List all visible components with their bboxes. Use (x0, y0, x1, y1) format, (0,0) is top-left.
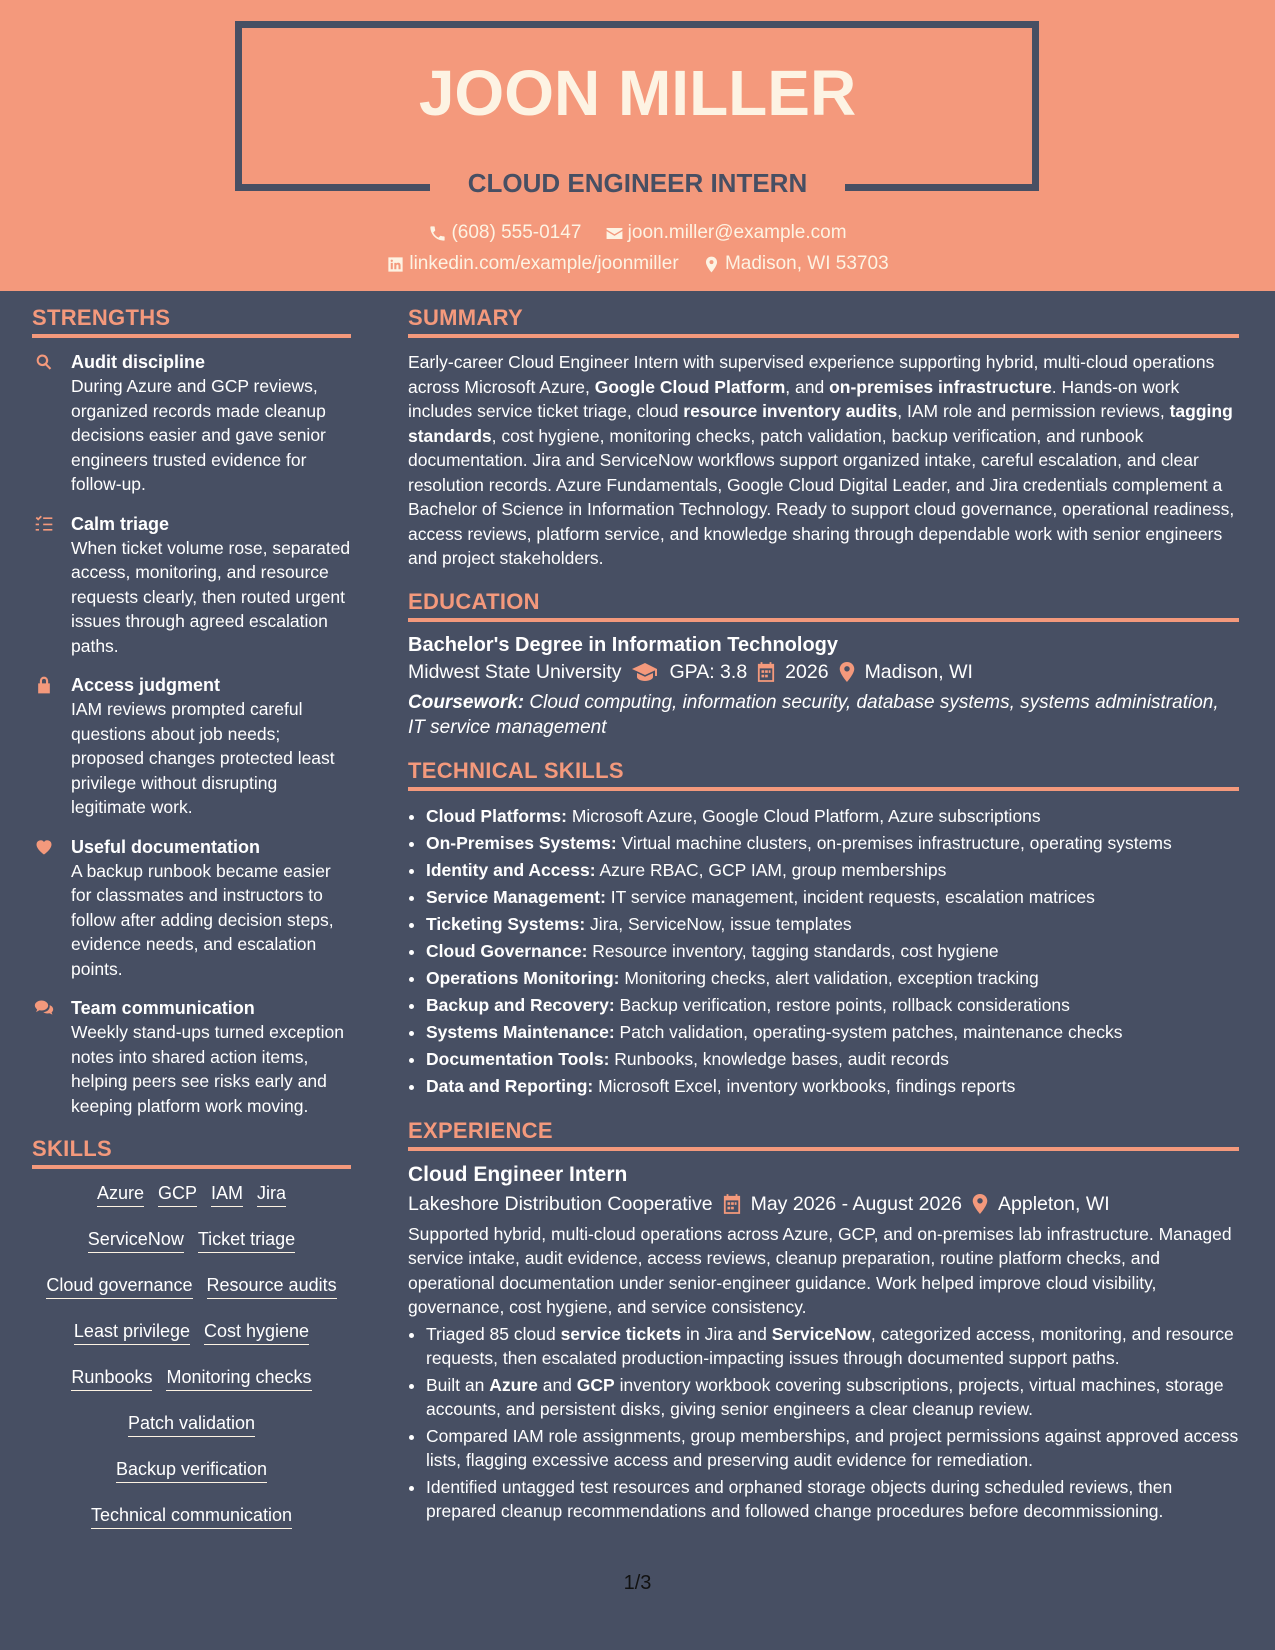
page-number: 1/3 (623, 1572, 652, 1594)
strength-desc: A backup runbook became easier for classmates and instructors to follow after adding decision steps, evidence needs, and escalation points. (71, 860, 334, 979)
map-pin-icon (839, 662, 855, 682)
summary-heading: SUMMARY (408, 305, 1239, 338)
graduation-year: 2026 (785, 660, 829, 683)
search-icon (34, 352, 54, 372)
strength-desc: IAM reviews prompted careful questions about job needs; proposed changes protected least privilege without disrupting legitimate work. (71, 699, 335, 817)
education-heading: EDUCATION (408, 589, 1239, 622)
right-column (408, 305, 1239, 1526)
strength-title: Access judgment (71, 675, 221, 695)
strength-title: Audit discipline (71, 352, 206, 372)
phone-icon (428, 224, 447, 243)
experience-heading: EXPERIENCE (408, 1118, 1239, 1151)
skill-tag: Ticket triage (198, 1227, 295, 1253)
strength-desc: When ticket volume rose, separated access, monitoring, and resource requests clearly, then routed urgent issues through agreed escalation paths. (71, 537, 351, 656)
skill-tag: Least privilege (74, 1319, 190, 1345)
job-bullet: • Identified untagged test resources and orphaned storage objects during scheduled reviews, then prepared cleanup recommendations and followed change procedures before decommissioning. (426, 1475, 1239, 1524)
lock-icon (34, 675, 54, 695)
list-check-icon (34, 514, 54, 534)
skill-tag-row (32, 1273, 351, 1299)
skill-tag: Cloud governance (46, 1273, 192, 1299)
job-bullet: • Built an Azure and GCP inventory workbook covering subscriptions, projects, virtual machines, storage accounts, and persistent disks, giving senior engineers a clear cleanup review. (426, 1373, 1239, 1422)
contact-line-1 (0, 222, 1275, 249)
summary-text: Early-career Cloud Engineer Intern with supervised experience supporting hybrid, multi-cloud operations across Microsoft Azure, Google Cloud Platform, and on-premises infrastructure. Hands-on work includes service ticket triage, cloud resource inventory audits, IAM role and permission reviews, tagging standards, cost hygiene, monitoring checks, patch validation, backup verification, and runbook documentation. Jira and ServiceNow workflows support organized intake, careful escalation, and clear resolution records. Azure Fundamentals, Google Cloud Digital Leader, and Jira credentials complement a Bachelor of Science in Information Technology. Ready to support cloud governance, operational readiness, access reviews, platform service, and knowledge sharing through dependable work with senior engineers and project stakeholders. (408, 352, 1235, 568)
envelope-icon (605, 224, 624, 243)
strengths-heading: STRENGTHS (32, 305, 351, 338)
skill-tag: Resource audits (207, 1273, 337, 1299)
resume-header (0, 0, 1275, 291)
skill-tag: Cost hygiene (204, 1319, 309, 1345)
strength-item (32, 512, 351, 659)
degree-title: Bachelor's Degree in Information Technology (408, 633, 839, 656)
skill-tag: Monitoring checks (166, 1365, 311, 1391)
technical-skill-item: • Cloud Governance: Resource inventory, tagging standards, cost hygiene (426, 938, 1239, 965)
linkedin-contact[interactable]: linkedin.com/example/joonmiller (386, 253, 678, 275)
strength-desc: During Azure and GCP reviews, organized records made cleanup decisions easier and gave senior engineers trusted evidence for follow-up. (71, 376, 326, 494)
technical-skills-heading: TECHNICAL SKILLS (408, 758, 1239, 791)
job-meta (408, 1193, 1239, 1216)
technical-skill-item: • Documentation Tools: Runbooks, knowledge bases, audit records (426, 1046, 1239, 1073)
contact-line-2 (0, 253, 1275, 280)
education-meta (408, 661, 1239, 684)
skill-tag-row (32, 1503, 351, 1529)
skill-tag: GCP (158, 1181, 197, 1207)
strength-title: Calm triage (71, 513, 170, 534)
skills-heading: SKILLS (32, 1136, 351, 1169)
skill-tag: Patch validation (128, 1411, 255, 1437)
skill-tags (32, 1181, 351, 1529)
skill-tag-row (32, 1319, 351, 1345)
skill-tag-row (32, 1457, 351, 1483)
skill-tag-row (32, 1365, 351, 1391)
email-contact[interactable]: joon.miller@example.com (605, 222, 847, 244)
skill-tag: IAM (211, 1181, 243, 1207)
job-location: Appleton, WI (998, 1192, 1110, 1215)
school-location: Madison, WI (864, 660, 973, 683)
school-name: Midwest State University (408, 660, 622, 683)
skill-tag-row (32, 1411, 351, 1437)
skill-tag: ServiceNow (88, 1227, 184, 1253)
candidate-name: JOON MILLER (418, 57, 857, 129)
job-dates: May 2026 - August 2026 (750, 1192, 962, 1215)
job-title: Cloud Engineer Intern (408, 1162, 628, 1186)
job-bullets (408, 1322, 1239, 1524)
location-contact: Madison, WI 53703 (702, 253, 889, 275)
skill-tag: Jira (257, 1181, 286, 1207)
graduation-cap-icon (631, 662, 659, 682)
technical-skill-item: • On-Premises Systems: Virtual machine clusters, on-premises infrastructure, operating systems (426, 830, 1239, 857)
technical-skill-item: • Data and Reporting: Microsoft Excel, inventory workbooks, findings reports (426, 1073, 1239, 1100)
strength-item (32, 996, 351, 1118)
strength-title: Useful documentation (71, 836, 261, 857)
technical-skill-item: • Backup and Recovery: Backup verification, restore points, rollback considerations (426, 992, 1239, 1019)
calendar-icon (757, 662, 775, 682)
skill-tag-row (32, 1227, 351, 1253)
linkedin-icon (386, 255, 405, 274)
strength-item (32, 835, 351, 982)
skill-tag: Backup verification (116, 1457, 267, 1483)
strength-title: Team communication (71, 998, 255, 1018)
skill-tag: Technical communication (91, 1503, 292, 1529)
gpa: GPA: 3.8 (669, 660, 748, 683)
map-pin-icon (972, 1194, 988, 1214)
skill-tag: Runbooks (71, 1365, 152, 1391)
heart-icon (34, 837, 54, 857)
technical-skill-item: • Ticketing Systems: Jira, ServiceNow, issue templates (426, 911, 1239, 938)
technical-skill-item: • Operations Monitoring: Monitoring checks, alert validation, exception tracking (426, 965, 1239, 992)
technical-skill-item: • Cloud Platforms: Microsoft Azure, Google Cloud Platform, Azure subscriptions (426, 803, 1239, 830)
company-name: Lakeshore Distribution Cooperative (408, 1192, 713, 1215)
technical-skills-list (408, 803, 1239, 1100)
map-pin-icon (702, 255, 721, 274)
strength-item (32, 350, 351, 497)
technical-skill-item: • Identity and Access: Azure RBAC, GCP IAM, group memberships (426, 857, 1239, 884)
left-column (32, 305, 351, 1549)
comments-icon (34, 998, 54, 1018)
coursework: Coursework: Cloud computing, information security, database systems, systems administration, IT service management (408, 691, 1219, 738)
technical-skill-item: • Service Management: IT service management, incident requests, escalation matrices (426, 884, 1239, 911)
skill-tag: Azure (97, 1181, 144, 1207)
job-description: Supported hybrid, multi-cloud operations across Azure, GCP, and on-premises lab infrastructure. Managed service intake, audit evidence, access reviews, cleanup preparation, routine platform checks, and operational documentation under senior-engineer guidance. Work helped improve cloud visibility, governance, cost hygiene, and service consistency. (408, 1223, 1232, 1317)
technical-skill-item: • Systems Maintenance: Patch validation, operating-system patches, maintenance checks (426, 1019, 1239, 1046)
job-bullet: • Triaged 85 cloud service tickets in Jira and ServiceNow, categorized access, monitoring, and resource requests, then escalated production-impacting issues through documented support paths. (426, 1322, 1239, 1371)
skill-tag-row (32, 1181, 351, 1207)
calendar-icon (723, 1194, 741, 1214)
candidate-role: CLOUD ENGINEER INTERN (467, 168, 808, 198)
job-bullet: • Compared IAM role assignments, group memberships, and project permissions against approved access lists, flagging excessive access and preserving audit evidence for remediation. (426, 1424, 1239, 1473)
phone-contact[interactable]: (608) 555-0147 (428, 222, 581, 244)
strength-item (32, 673, 351, 820)
strength-desc: Weekly stand-ups turned exception notes into shared action items, helping peers see risks early and keeping platform work moving. (71, 1022, 345, 1116)
